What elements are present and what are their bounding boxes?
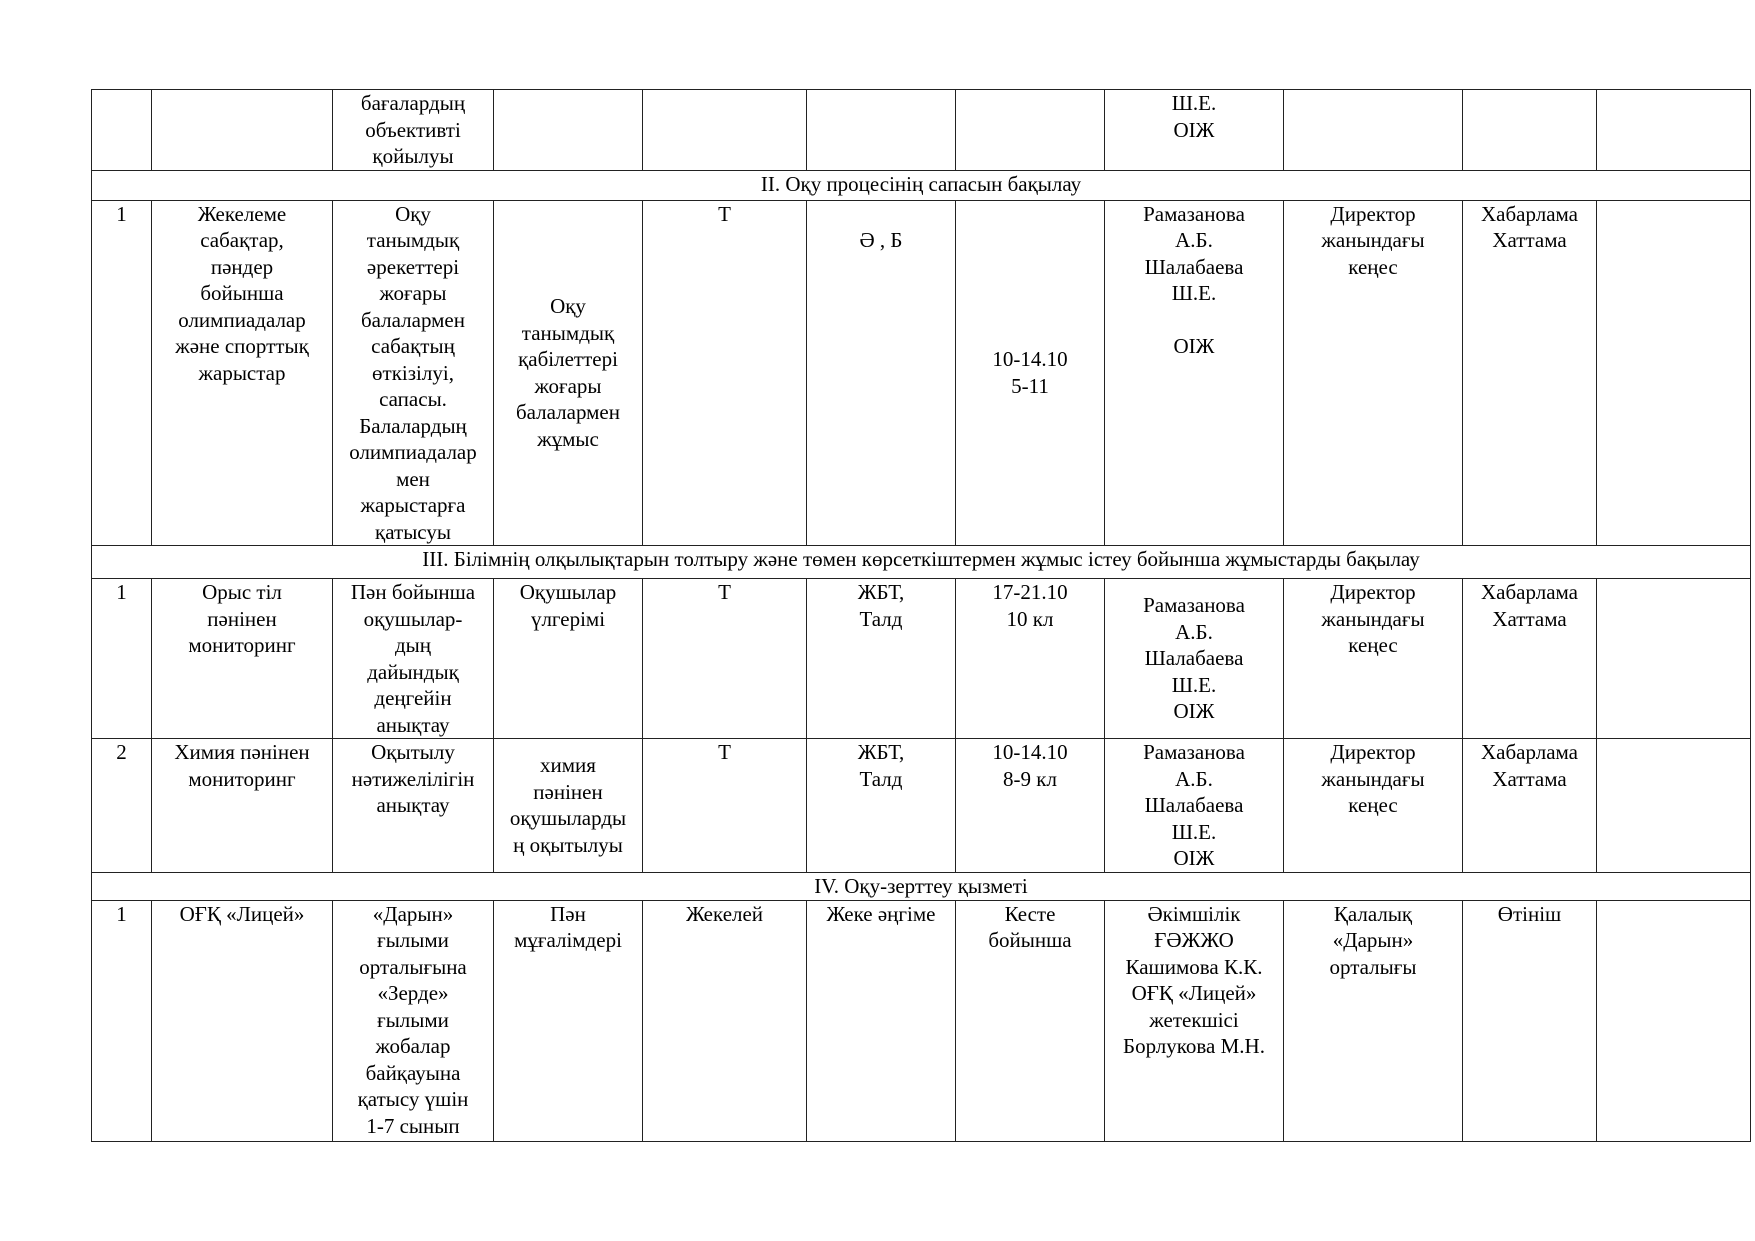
cell-object: химия пәнінен оқушыларды ң оқытылуы — [494, 739, 643, 873]
cell-method: Жеке әңгіме — [807, 900, 956, 1141]
cell-responsible: Рамазанова А.Б. Шалабаева Ш.Е. ОІЖ — [1105, 200, 1284, 546]
cell-object: Оқу танымдық қабілеттері жоғары балалармен жұмыс — [494, 200, 643, 546]
section-row — [92, 872, 1751, 900]
control-plan-table — [91, 89, 1751, 1142]
cell-method — [807, 90, 956, 171]
cell-subject — [152, 90, 333, 171]
cell-review: Директор жанындағы кеңес — [1284, 579, 1463, 739]
cell-review: Директор жанындағы кеңес — [1284, 200, 1463, 546]
cell-dates: Кесте бойынша — [956, 900, 1105, 1141]
table-row — [92, 900, 1751, 1141]
cell-dates — [956, 90, 1105, 171]
cell-method: ЖБТ, Талд — [807, 739, 956, 873]
cell-result: Хабарлама Хаттама — [1463, 579, 1597, 739]
cell-result: Хабарлама Хаттама — [1463, 739, 1597, 873]
cell-extra — [1597, 200, 1751, 546]
cell-responsible: Рамазанова А.Б. Шалабаева Ш.Е. ОІЖ — [1105, 739, 1284, 873]
cell-result: Хабарлама Хаттама — [1463, 200, 1597, 546]
cell-goal: Оқытылу нәтижелілігін анықтау — [333, 739, 494, 873]
cell-dates: 10-14.10 5-11 — [956, 200, 1105, 546]
cell-object: Пән мұғалімдері — [494, 900, 643, 1141]
cell-responsible: Әкімшілік ҒӘЖЖО Кашимова К.К. ОҒҚ «Лицей» жетекшісі Борлукова М.Н. — [1105, 900, 1284, 1141]
cell-goal: Оқу танымдық әрекеттері жоғары балалармен сабақтың өткізілуі, сапасы. Балалардың олимпиадалар мен жарыстарға қатысуы — [333, 200, 494, 546]
cell-type: Т — [643, 739, 807, 873]
cell-extra — [1597, 90, 1751, 171]
cell-type — [643, 90, 807, 171]
section-heading: II. Оқу процесінің сапасын бақылау — [92, 170, 1751, 200]
cell-subject: Орыс тіл пәнінен мониторинг — [152, 579, 333, 739]
cell-num: 1 — [92, 900, 152, 1141]
cell-goal: «Дарын» ғылыми орталығына «Зерде» ғылыми жобалар байқауына қатысу үшін 1-7 сынып — [333, 900, 494, 1141]
cell-result — [1463, 90, 1597, 171]
cell-review — [1284, 90, 1463, 171]
cell-extra — [1597, 739, 1751, 873]
cell-review: Қалалық «Дарын» орталығы — [1284, 900, 1463, 1141]
cell-responsible: Рамазанова А.Б. Шалабаева Ш.Е. ОІЖ — [1105, 579, 1284, 739]
cell-num: 1 — [92, 200, 152, 546]
cell-result: Өтініш — [1463, 900, 1597, 1141]
cell-type: Т — [643, 579, 807, 739]
cell-responsible: Ш.Е. ОІЖ — [1105, 90, 1284, 171]
table-row — [92, 200, 1751, 546]
cell-extra — [1597, 579, 1751, 739]
table-row — [92, 739, 1751, 873]
section-heading: IV. Оқу-зерттеу қызметі — [92, 872, 1751, 900]
cell-goal: Пән бойынша оқушылар- дың дайындық деңгейін анықтау — [333, 579, 494, 739]
section-row — [92, 546, 1751, 579]
cell-num — [92, 90, 152, 171]
cell-goal: бағалардың объективті қойылуы — [333, 90, 494, 171]
cell-method: Ә , Б — [807, 200, 956, 546]
cell-dates: 17-21.10 10 кл — [956, 579, 1105, 739]
cell-subject: Химия пәнінен мониторинг — [152, 739, 333, 873]
section-heading: III. Білімнің олқылықтарын толтыру және төмен көрсеткіштермен жұмыс істеу бойынша жұмыстарды бақылау — [92, 546, 1751, 579]
cell-extra — [1597, 900, 1751, 1141]
cell-subject: Жекелеме сабақтар, пәндер бойынша олимпиадалар және спорттық жарыстар — [152, 200, 333, 546]
cell-type: Т — [643, 200, 807, 546]
cell-num: 1 — [92, 579, 152, 739]
cell-subject: ОҒҚ «Лицей» — [152, 900, 333, 1141]
cell-dates: 10-14.10 8-9 кл — [956, 739, 1105, 873]
cell-object: Оқушылар үлгерімі — [494, 579, 643, 739]
section-row — [92, 170, 1751, 200]
cell-method: ЖБТ, Талд — [807, 579, 956, 739]
cell-object — [494, 90, 643, 171]
cell-type: Жекелей — [643, 900, 807, 1141]
table-row — [92, 579, 1751, 739]
cell-review: Директор жанындағы кеңес — [1284, 739, 1463, 873]
cell-num: 2 — [92, 739, 152, 873]
table-row — [92, 90, 1751, 171]
